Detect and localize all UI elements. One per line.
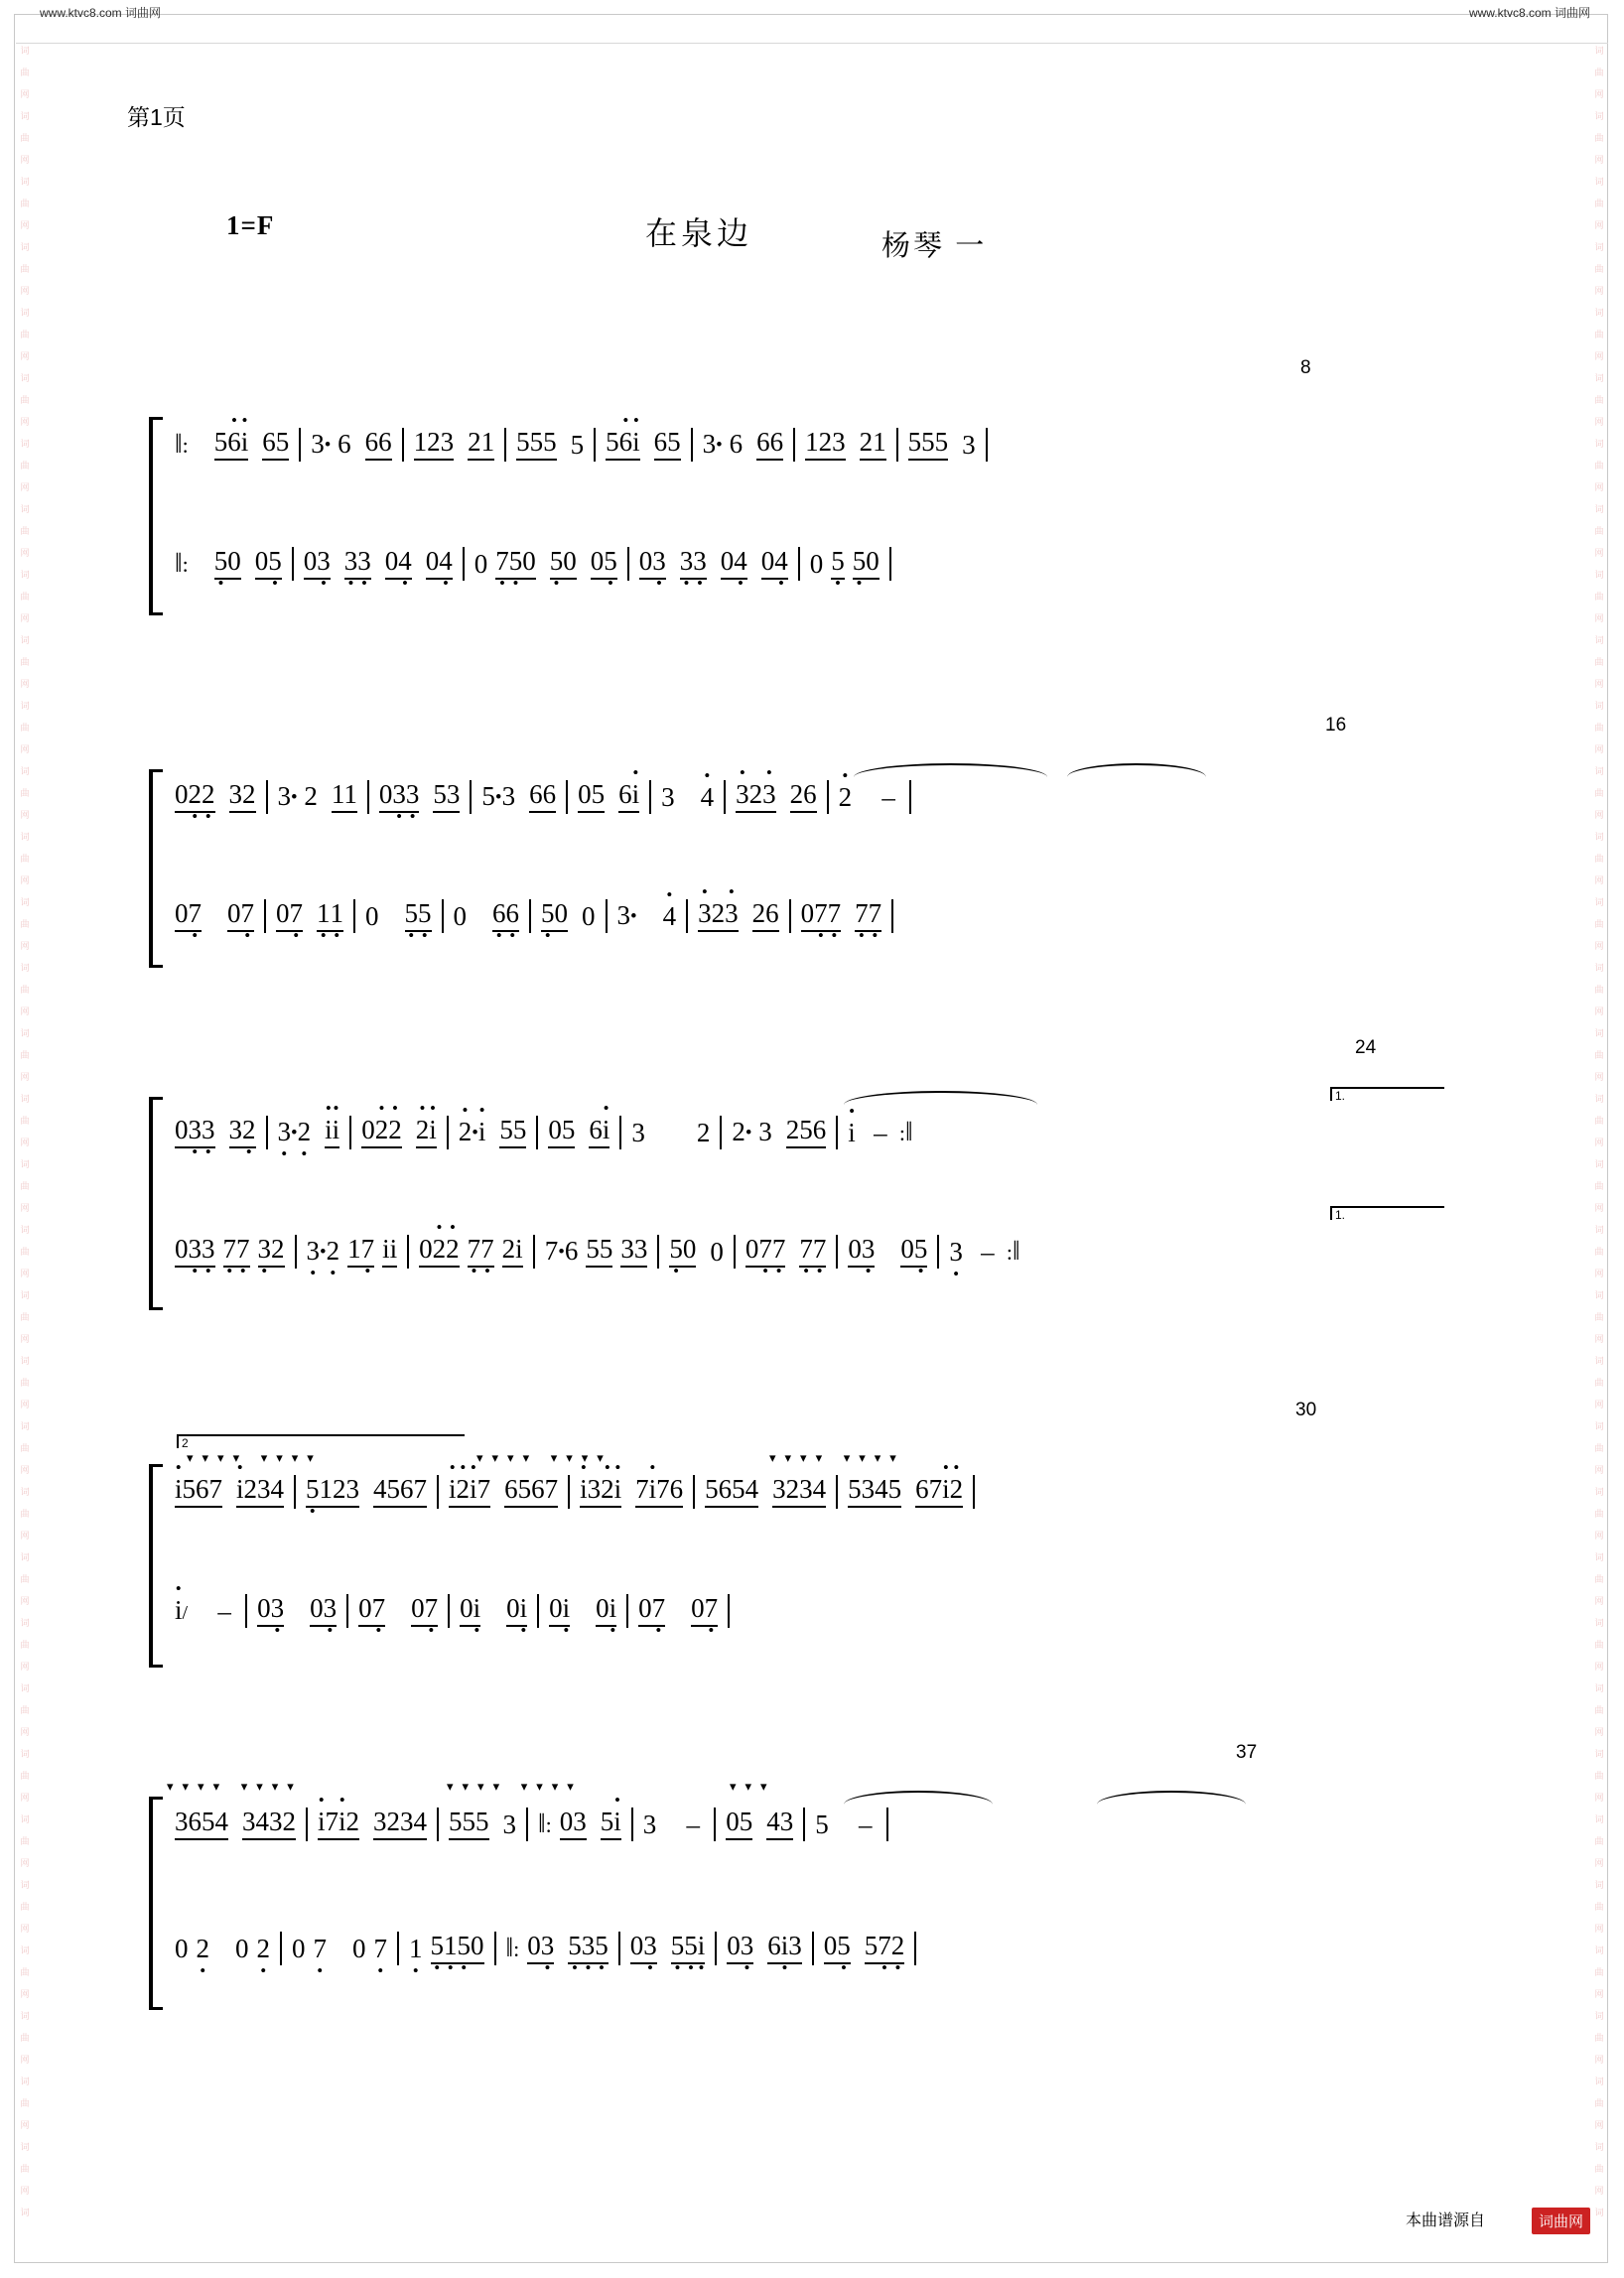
note-group: • i234 — [236, 1474, 284, 1510]
note-group: 66 — [756, 427, 783, 463]
barline — [407, 1235, 409, 1269]
note-group: • i567 — [175, 1474, 222, 1510]
note-group: 02 •2 • — [175, 779, 215, 815]
note-group: 3 • • 2 • — [307, 1236, 340, 1269]
site-url-left: www.ktvc8.com 词曲网 — [40, 6, 162, 20]
first-ending-upper — [1330, 1087, 1444, 1101]
system-brace-4 — [149, 1464, 163, 1668]
barline — [245, 1594, 247, 1628]
barline — [631, 1808, 633, 1841]
barline — [657, 1235, 659, 1269]
note-group: 03 • — [639, 546, 666, 582]
site-watermark-right — [1469, 4, 1590, 21]
note-group: • 2 — [839, 782, 853, 812]
note-group: 21 — [468, 427, 494, 463]
note-group: 5 • — [831, 546, 845, 582]
note-group: 6 •6 • — [492, 898, 519, 934]
note-group: 07 • — [691, 1593, 718, 1629]
note-group: 1 •1 • — [317, 898, 343, 934]
staccato-ticks: ▾▾▾▾ ▾▾▾▾ — [187, 1450, 323, 1465]
note-group: 5 •0 — [550, 546, 577, 582]
system-brace-1 — [149, 417, 163, 615]
barline — [295, 1235, 297, 1269]
note-group: 5 •0 — [214, 546, 241, 582]
note-group: 03 •3 • — [175, 1234, 215, 1270]
staccato-ticks: ▾▾▾▾ ▾▾▾▾ — [167, 1779, 303, 1794]
first-ending-lower — [1330, 1206, 1444, 1220]
note-group: 05 • — [900, 1234, 927, 1270]
note-group: 555 — [449, 1807, 489, 1842]
barline — [789, 899, 791, 933]
system-2-lower-staff — [175, 898, 1439, 944]
note-group: 65 — [654, 427, 681, 463]
note-group: 3• 6 — [311, 429, 350, 462]
system-5-lower-staff — [175, 1931, 1439, 1976]
note-group: 05 • — [255, 546, 282, 582]
note-group: 3234 — [373, 1807, 427, 1842]
barline — [714, 1808, 716, 1841]
barline — [973, 1475, 975, 1509]
note-group: 65 — [262, 427, 289, 463]
barline — [306, 1808, 308, 1841]
note-group: ii — [382, 1234, 397, 1270]
footer-brand-badge[interactable]: 词曲网 — [1532, 2208, 1590, 2234]
note-group: 5 •0 — [669, 1234, 696, 1270]
barline — [367, 780, 369, 814]
note-group: 5 • 3 — [481, 781, 515, 814]
note-group: 3• 2 — [278, 781, 318, 814]
note-group: 55 — [499, 1115, 526, 1150]
note-group: 32 — [229, 779, 256, 815]
note-group: 2 • — [257, 1934, 271, 1963]
note-group: 04 • — [761, 546, 788, 582]
barline — [447, 1116, 449, 1149]
note-group: 03 • — [848, 1234, 875, 1270]
barline — [715, 1932, 717, 1965]
note-group: • i• 2• i7 — [449, 1474, 490, 1510]
staccato-ticks: ▾▾▾▾ ▾▾▾▾ — [476, 1450, 612, 1465]
note-group: • i7• i2 — [318, 1807, 359, 1842]
note-group: 6i •3 — [767, 1931, 802, 1966]
note-group: 7• i76 — [635, 1474, 683, 1510]
barline — [299, 428, 301, 462]
note-group: 0 — [582, 901, 596, 931]
note-group: 07 • — [638, 1593, 665, 1629]
note-group: • 4 — [701, 782, 715, 812]
note-group: 05 — [726, 1807, 752, 1842]
note-group: • i• i — [325, 1115, 339, 1150]
note-group: 7 • — [314, 1934, 328, 1963]
note-group: 66 — [365, 427, 392, 463]
note-group: 3654 — [175, 1807, 228, 1842]
barline — [537, 1594, 539, 1628]
note-group: 03 •3 • — [175, 1115, 215, 1150]
note-extend: – — [981, 1237, 995, 1267]
barline — [891, 899, 893, 933]
note-group: 3 • • 2 • — [278, 1117, 312, 1149]
barline — [437, 1475, 439, 1509]
barline — [627, 547, 629, 581]
note-group: 03 • — [630, 1931, 657, 1966]
note-group: 05 — [548, 1115, 575, 1150]
note-group: 26 — [790, 779, 817, 815]
barline — [889, 547, 891, 581]
barline — [536, 1116, 538, 1149]
note-group: 03 • — [257, 1593, 284, 1629]
barline — [836, 1235, 838, 1269]
barline — [798, 547, 800, 581]
measure-number-8: 8 — [1300, 357, 1311, 378]
barline — [280, 1932, 282, 1965]
system-5-upper-staff — [175, 1807, 1439, 1852]
note-group: 3 — [502, 1809, 517, 1839]
page-header-rule — [16, 16, 1608, 44]
barline — [914, 1932, 916, 1965]
note-group: 03 • — [304, 546, 331, 582]
note-group: 3 — [661, 782, 675, 812]
note-group: 0• 2• 2 — [361, 1115, 402, 1150]
note-group: 0 — [292, 1934, 306, 1963]
system-1-lower-staff — [175, 546, 1439, 592]
page-label: 第1页 — [127, 104, 186, 130]
note-group: 0 — [235, 1934, 249, 1963]
note-group: 43 — [766, 1807, 793, 1842]
barline — [606, 899, 608, 933]
score-title: 在泉边 — [645, 215, 753, 251]
barline — [494, 1932, 496, 1965]
note-group: 0 — [175, 1934, 189, 1963]
note-group: • 2 • • i — [459, 1117, 486, 1149]
barline — [691, 428, 693, 462]
note-group: 4567 — [373, 1474, 427, 1510]
note-group: 3 • — [617, 900, 637, 933]
note-group: 07 •7 • — [801, 898, 842, 934]
note-group: 3 •3 • — [680, 546, 707, 582]
second-ending-label: 2 — [182, 1436, 189, 1450]
barline — [909, 780, 911, 814]
note-group: 555 — [516, 427, 557, 463]
barline — [937, 1235, 939, 1269]
note-group: 0 — [365, 901, 379, 931]
measure-number-24: 24 — [1355, 1037, 1377, 1058]
barline — [693, 1475, 695, 1509]
repeat-start: ‖: — [175, 429, 189, 459]
system-4-lower-staff — [175, 1593, 1439, 1639]
barline — [463, 547, 465, 581]
note-group: 7 •7 • — [855, 898, 881, 934]
first-ending-label: 1. — [1335, 1089, 1346, 1103]
system-3-upper-staff — [175, 1115, 1439, 1160]
note-group: 07 • — [175, 898, 202, 934]
barline — [504, 428, 506, 462]
barline — [353, 899, 355, 933]
note-extend: – — [217, 1596, 231, 1626]
key-signature: 1=F — [226, 210, 275, 240]
barline — [349, 1116, 351, 1149]
note-group: 2i — [502, 1234, 523, 1270]
second-ending — [177, 1434, 465, 1448]
note-group: 5 •3 •5 • — [568, 1931, 609, 1966]
note-group: 05 • — [824, 1931, 851, 1966]
staccato-ticks: ▾▾▾▾ ▾▾▾▾ — [769, 1450, 905, 1465]
barline — [442, 899, 444, 933]
note-group: • i/ — [175, 1595, 188, 1628]
note-group: 7 • 6 — [545, 1236, 579, 1269]
note-group: 123 — [805, 427, 846, 463]
note-group: 17 • — [347, 1234, 374, 1270]
barline — [526, 1808, 528, 1841]
note-group: 33 — [620, 1234, 647, 1270]
note-group: 3 — [962, 430, 976, 460]
note-group: 555 — [908, 427, 949, 463]
note-group: 123 — [414, 427, 455, 463]
barline — [346, 1594, 348, 1628]
barline — [649, 780, 651, 814]
barline — [294, 1475, 296, 1509]
repeat-start: ‖: — [538, 1809, 552, 1838]
note-group: 0 — [809, 549, 824, 579]
barline — [734, 1235, 736, 1269]
note-group: 07 • — [411, 1593, 438, 1629]
system-brace-5 — [149, 1797, 163, 2010]
barline — [728, 1594, 730, 1628]
watermark-column-left: 词 曲 网 词 曲 网 词 曲 网 词 曲 网 词 曲 网 词 曲 网 词 曲 网 词 曲 网 词 曲 网 词 曲 网 词 曲 网 词 曲 网 词 曲 网 词 曲 网 词 曲 网 词 曲 网 词 曲 网 词 曲 网 词 曲 网 词 曲 网 词 曲 网 词 曲 网 词 曲 网 词 曲 网 词 曲 网 词 曲 网 词 曲 网 词 曲 网 词 曲 网 词 曲 网 词 曲 网 词 曲 网 词 曲 网 词 — [20, 46, 30, 2217]
barline — [448, 1594, 450, 1628]
barline — [292, 547, 294, 581]
barline — [264, 899, 266, 933]
note-group: 1 • — [409, 1934, 423, 1963]
note-group: 04 • — [721, 546, 747, 582]
system-3-lower-staff — [175, 1234, 1439, 1279]
repeat-end: :‖ — [1006, 1236, 1020, 1266]
note-group: 0 — [453, 901, 467, 931]
barline — [986, 428, 988, 462]
note-extend: – — [874, 1118, 887, 1147]
note-group: 5 •5 • — [405, 898, 432, 934]
note-group: 5• 6• i — [214, 427, 249, 463]
note-group: 7 • — [374, 1934, 388, 1963]
barline — [686, 899, 688, 933]
note-group: 21 — [860, 427, 886, 463]
score-subtitle: 杨琴 一 — [881, 230, 988, 262]
note-group: 3 •3 • — [344, 546, 371, 582]
note-group: 0i • — [506, 1593, 527, 1629]
note-extend: – — [859, 1809, 873, 1839]
note-extend: – — [881, 782, 895, 812]
barline — [568, 1475, 570, 1509]
barline — [618, 1932, 620, 1965]
note-group: • 32• 3 — [736, 779, 776, 815]
note-group: 7 •7 • — [223, 1234, 250, 1270]
note-group: 07 • — [276, 898, 303, 934]
note-group: 2 — [696, 1118, 711, 1147]
note-group: 5 •0 — [853, 546, 880, 582]
note-group: 03 — [560, 1807, 587, 1842]
footer-note: 本曲谱源自 — [1405, 2212, 1485, 2229]
note-group: 5 — [815, 1809, 829, 1839]
note-extend: – — [686, 1809, 701, 1839]
note-group: 03 • — [527, 1931, 554, 1966]
barline — [793, 428, 795, 462]
note-group: 6• i — [589, 1115, 609, 1150]
note-group: 05 • — [591, 546, 617, 582]
site-watermark-left — [40, 4, 161, 21]
note-group: 7 •5 •0 — [495, 546, 536, 582]
note-group: 04 • — [426, 546, 453, 582]
note-group: 0 — [352, 1934, 366, 1963]
note-group: 32 • — [229, 1115, 256, 1150]
barline — [720, 1116, 722, 1149]
note-group: 6• i — [618, 779, 639, 815]
barline — [812, 1932, 814, 1965]
repeat-end: :‖ — [898, 1117, 913, 1146]
note-group: 57 •2 • — [865, 1931, 905, 1966]
barline — [529, 899, 531, 933]
note-group: 0i • — [596, 1593, 616, 1629]
note-group: • 32• 3 — [698, 898, 739, 934]
system-2-upper-staff — [175, 779, 1439, 825]
repeat-start: ‖: — [505, 1933, 520, 1962]
first-ending-label: 1. — [1335, 1208, 1346, 1222]
barline — [724, 780, 726, 814]
barline — [397, 1932, 399, 1965]
staccato-ticks: ▾▾▾▾ ▾▾▾▾ — [447, 1779, 583, 1794]
barline — [266, 1116, 268, 1149]
note-group: 03 • — [310, 1593, 337, 1629]
note-group: 7 •7 • — [799, 1234, 826, 1270]
note-group: 5 •0 — [541, 898, 568, 934]
note-group: 3 •2 — [258, 1234, 285, 1270]
note-group: 2• 3 — [732, 1117, 771, 1149]
barline — [533, 1235, 535, 1269]
barline — [594, 428, 596, 462]
note-group: 0 — [710, 1237, 724, 1267]
note-group: 07 • — [358, 1593, 385, 1629]
barline — [402, 428, 404, 462]
note-group: 03 •3 • — [379, 779, 420, 815]
note-group: 5345 — [848, 1474, 901, 1510]
system-brace-3 — [149, 1097, 163, 1310]
note-group: 5• 6• i — [606, 427, 640, 463]
barline — [896, 428, 898, 462]
note-group: • 2• i — [416, 1115, 437, 1150]
note-group: 7 •7 • — [468, 1234, 494, 1270]
note-group: • i3• 2• i — [580, 1474, 621, 1510]
note-group: 67• i• 2 — [915, 1474, 963, 1510]
barline — [626, 1594, 628, 1628]
note-group: 256 — [786, 1115, 827, 1150]
measure-number-30: 30 — [1295, 1400, 1317, 1420]
note-group: 5• i — [601, 1807, 621, 1842]
barline — [827, 780, 829, 814]
barline — [470, 780, 472, 814]
note-group: 5654 — [705, 1474, 758, 1510]
barline — [803, 1808, 805, 1841]
watermark-column-right: 词 曲 网 词 曲 网 词 曲 网 词 曲 网 词 曲 网 词 曲 网 词 曲 网 词 曲 网 词 曲 网 词 曲 网 词 曲 网 词 曲 网 词 曲 网 词 曲 网 词 曲 网 词 曲 网 词 曲 网 词 曲 网 词 曲 网 词 曲 网 词 曲 网 词 曲 网 词 曲 网 词 曲 网 词 曲 网 词 曲 网 词 曲 网 词 曲 网 词 曲 网 词 曲 网 词 曲 网 词 曲 网 词 曲 网 词 — [1594, 46, 1604, 2217]
barline — [437, 1808, 439, 1841]
barline — [266, 780, 268, 814]
note-group: 53 — [433, 779, 460, 815]
site-url-right: www.ktvc8.com 词曲网 — [1468, 6, 1590, 20]
note-group: 6567 — [504, 1474, 558, 1510]
note-group: 0 — [474, 549, 488, 579]
note-group: 5 •5 •i • — [671, 1931, 706, 1966]
note-group: 0i • — [460, 1593, 480, 1629]
note-group: 3432 — [242, 1807, 296, 1842]
note-group: 11 — [332, 779, 357, 815]
barline — [619, 1116, 621, 1149]
staccato-ticks: ▾▾▾ — [730, 1779, 776, 1794]
system-1-upper-staff — [175, 427, 1439, 472]
note-group: • 4 — [663, 901, 677, 931]
repeat-start: ‖: — [175, 548, 189, 578]
note-group: 3 — [642, 1809, 657, 1839]
system-4-upper-staff — [175, 1474, 1439, 1520]
barline — [566, 780, 568, 814]
note-group: • i — [848, 1118, 856, 1147]
note-group: 5 •123 — [306, 1474, 359, 1510]
measure-number-16: 16 — [1325, 715, 1347, 736]
note-group: 3• 6 — [703, 429, 743, 462]
note-group: 04 • — [385, 546, 412, 582]
note-group: 3234 — [772, 1474, 826, 1510]
note-group: 3 • — [949, 1237, 963, 1267]
barline — [886, 1808, 888, 1841]
note-group: 07 •7 • — [745, 1234, 786, 1270]
note-group: 66 — [529, 779, 556, 815]
note-group: 55 — [586, 1234, 612, 1270]
barline — [836, 1475, 838, 1509]
note-group: 26 — [752, 898, 779, 934]
note-group: 2 • — [197, 1934, 210, 1963]
note-group: 5 — [570, 430, 585, 460]
barline — [836, 1116, 838, 1149]
note-group: 0• 2• 2 — [419, 1234, 460, 1270]
note-group: 0i • — [549, 1593, 570, 1629]
system-brace-2 — [149, 769, 163, 968]
note-group: 05 — [578, 779, 605, 815]
note-group: 03 • — [727, 1931, 753, 1966]
note-group: 07 • — [227, 898, 254, 934]
measure-number-37: 37 — [1236, 1742, 1258, 1763]
note-group: 3 — [631, 1118, 645, 1147]
note-group: 5 •1 •5 •0 — [431, 1931, 484, 1966]
